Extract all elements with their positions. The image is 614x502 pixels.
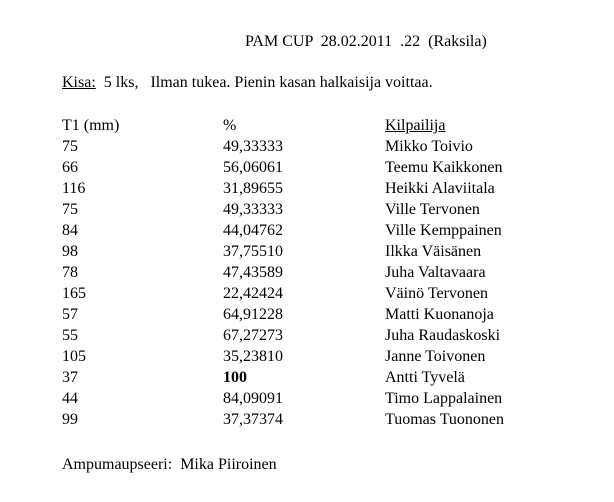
header-competitor: Kilpailija — [385, 117, 446, 134]
cell-competitor: Tuomas Tuononen — [385, 411, 505, 428]
cell-t1: 116 — [62, 180, 86, 197]
cell-percent: 35,23810 — [223, 348, 283, 365]
cell-t1: 98 — [62, 243, 78, 260]
table-row — [62, 158, 542, 179]
cell-percent: 49,33333 — [223, 201, 283, 218]
cell-t1: 75 — [62, 138, 78, 155]
table-row — [62, 368, 542, 389]
cell-t1: 55 — [62, 327, 78, 344]
cell-competitor: Janne Toivonen — [385, 348, 486, 365]
competition-label: Kisa: — [62, 74, 96, 91]
range-officer: Ampumaupseeri: Mika Piiroinen — [62, 456, 277, 473]
results-table — [62, 116, 542, 431]
header-percent: % — [223, 117, 237, 134]
cell-percent: 22,42424 — [223, 285, 283, 302]
competition-description — [62, 73, 433, 93]
document-title: PAM CUP 28.02.2011 .22 (Raksila) — [245, 33, 487, 50]
cell-percent: 44,04762 — [223, 222, 283, 239]
cell-percent: 47,43589 — [223, 264, 283, 281]
table-row — [62, 200, 542, 221]
table-row — [62, 326, 542, 347]
cell-t1: 57 — [62, 306, 78, 323]
cell-percent: 37,37374 — [223, 411, 283, 428]
cell-competitor: Väinö Tervonen — [385, 285, 488, 302]
table-row — [62, 347, 542, 368]
cell-competitor: Ville Tervonen — [385, 201, 480, 218]
cell-t1: 75 — [62, 201, 78, 218]
cell-percent: 56,06061 — [223, 159, 283, 176]
cell-t1: 99 — [62, 411, 78, 428]
cell-competitor: Antti Tyvelä — [385, 369, 465, 386]
table-row — [62, 137, 542, 158]
cell-competitor: Teemu Kaikkonen — [385, 159, 503, 176]
cell-t1: 78 — [62, 264, 78, 281]
cell-competitor: Ville Kemppainen — [385, 222, 502, 239]
results-header-row — [62, 116, 542, 137]
table-row — [62, 179, 542, 200]
cell-percent: 31,89655 — [223, 180, 283, 197]
cell-competitor: Ilkka Väisänen — [385, 243, 482, 260]
cell-t1: 84 — [62, 222, 78, 239]
table-row — [62, 389, 542, 410]
cell-t1: 165 — [62, 285, 86, 302]
competition-rules: 5 lks, Ilman tukea. Pienin kasan halkaisija voittaa. — [95, 74, 433, 91]
cell-percent: 64,91228 — [223, 306, 283, 323]
cell-competitor: Matti Kuonanoja — [385, 306, 494, 323]
table-row — [62, 263, 542, 284]
cell-percent: 84,09091 — [223, 390, 283, 407]
table-row — [62, 305, 542, 326]
cell-competitor: Heikki Alaviitala — [385, 180, 495, 197]
cell-percent: 100 — [223, 369, 247, 386]
table-row — [62, 284, 542, 305]
table-row — [62, 410, 542, 431]
cell-t1: 37 — [62, 369, 78, 386]
cell-percent: 67,27273 — [223, 327, 283, 344]
cell-percent: 37,75510 — [223, 243, 283, 260]
cell-competitor: Juha Raudaskoski — [385, 327, 501, 344]
cell-t1: 105 — [62, 348, 86, 365]
cell-t1: 66 — [62, 159, 78, 176]
table-row — [62, 242, 542, 263]
cell-competitor: Timo Lappalainen — [385, 390, 503, 407]
cell-competitor: Mikko Toivio — [385, 138, 473, 155]
cell-competitor: Juha Valtavaara — [385, 264, 486, 281]
table-row — [62, 221, 542, 242]
cell-t1: 44 — [62, 390, 78, 407]
cell-percent: 49,33333 — [223, 138, 283, 155]
header-t1: T1 (mm) — [62, 117, 120, 134]
